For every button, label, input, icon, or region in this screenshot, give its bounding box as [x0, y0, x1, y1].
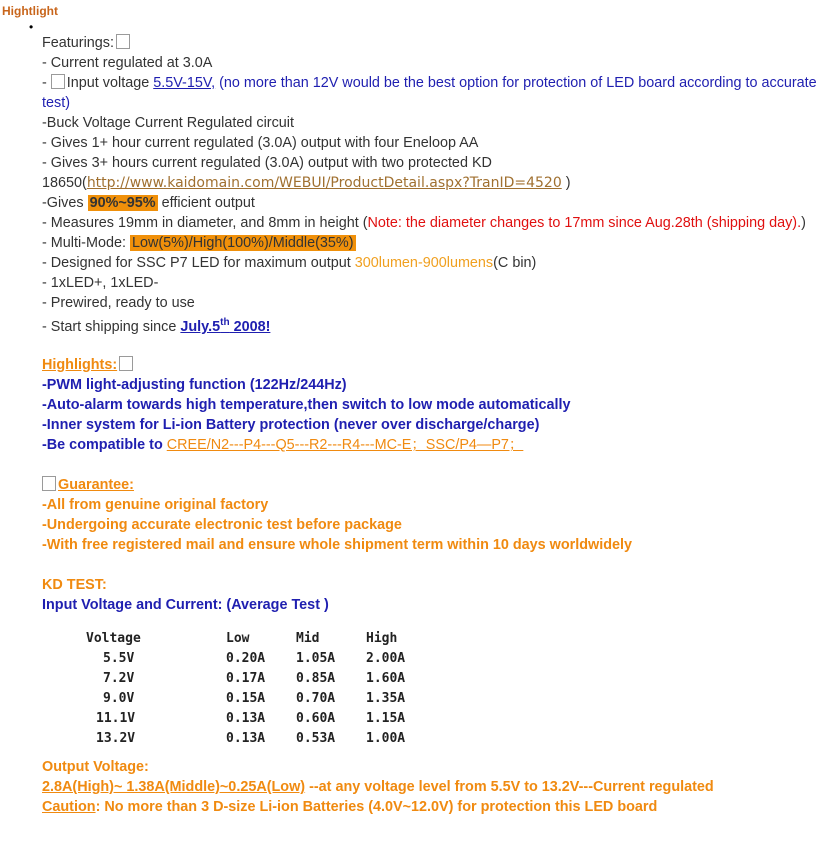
list-bullet: •	[29, 20, 34, 34]
caution-line	[42, 797, 834, 817]
guarantee-item: -All from genuine original factory	[42, 497, 269, 513]
cell-mid: 0.53A	[296, 731, 336, 746]
feature-ssc-p7	[42, 253, 834, 273]
highlight-inner: -Inner system for Li-ion Battery protection (never over discharge/charge)	[42, 417, 540, 433]
kd-test-subheading: Input Voltage and Current: (Average Test )	[42, 597, 329, 613]
cell-voltage: 9.0V	[103, 691, 135, 706]
column-header-high: High	[366, 631, 398, 646]
feature-shipping	[42, 317, 834, 337]
measures-text: - Measures 19mm in diameter, and 8mm in height (	[42, 215, 368, 231]
cell-low: 0.15A	[226, 691, 266, 706]
cell-high: 1.00A	[366, 731, 406, 746]
efficiency-suffix: efficient output	[157, 195, 255, 211]
highlights-heading	[42, 355, 834, 375]
cell-voltage: 5.5V	[103, 651, 135, 666]
feature-current: - Current regulated at 3.0A	[42, 55, 213, 71]
feature-input-label: Input voltage	[66, 75, 154, 91]
guarantee-item: -With free registered mail and ensure whole shipment term within 10 days worldwidely	[42, 537, 633, 553]
cell-high: 2.00A	[366, 651, 406, 666]
shipping-date-sup: th	[220, 317, 230, 329]
cell-high: 1.15A	[366, 711, 406, 726]
cell-mid: 1.05A	[296, 651, 336, 666]
product-description	[42, 33, 834, 817]
kaidomain-link[interactable]: http://www.kaidomain.com/WEBUI/ProductDetail.aspx?TranID=4520	[86, 175, 562, 191]
cell-high: 1.35A	[366, 691, 406, 706]
ssc-prefix: - Designed for SSC P7 LED for maximum output	[42, 255, 355, 271]
cell-low: 0.17A	[226, 671, 266, 686]
page-title: Hightlight	[2, 4, 58, 18]
cell-low: 0.13A	[226, 731, 266, 746]
guarantee-item: -Undergoing accurate electronic test before package	[42, 517, 402, 533]
feature-prewired: - Prewired, ready to use	[42, 295, 195, 311]
feature-input-voltage	[42, 73, 834, 113]
table-row	[86, 649, 446, 669]
table-row	[86, 669, 446, 689]
compat-list: CREE/N2---P4---Q5---R2---R4---MC-E；SSC/P4—P7；	[166, 437, 524, 453]
feature-input-prefix: -	[42, 75, 51, 91]
cell-low: 0.13A	[226, 711, 266, 726]
guarantee-heading-label: Guarantee:	[58, 477, 134, 493]
caution-text: : No more than 3 D-size Li-ion Batteries (4.0V~12.0V) for protection this LED board	[95, 799, 658, 815]
checkbox-icon[interactable]	[119, 356, 133, 371]
input-voltage-note: (no more than 12V would be the best option for protection of LED board according to accurate test)	[42, 75, 817, 111]
cell-mid: 0.70A	[296, 691, 336, 706]
highlight-alarm: -Auto-alarm towards high temperature,then switch to low mode automatically	[42, 397, 571, 413]
kd-test-heading: KD TEST:	[42, 577, 107, 593]
cell-voltage: 7.2V	[103, 671, 135, 686]
checkbox-icon[interactable]	[116, 34, 130, 49]
output-heading: Output Voltage:	[42, 759, 149, 775]
output-range-suffix: --at any voltage level from 5.5V to 13.2V---Current regulated	[305, 779, 714, 795]
table-row	[86, 689, 446, 709]
efficiency-value: 90%~95%	[89, 195, 156, 211]
table-header-row	[86, 629, 446, 649]
cell-mid: 0.60A	[296, 711, 336, 726]
spacer	[42, 555, 834, 575]
ssc-lumen: 300lumen-900lumens	[354, 255, 494, 271]
feature-kd-18650: - Gives 3+ hours current regulated (3.0A) output with two protected KD	[42, 155, 492, 171]
output-range-line	[42, 777, 834, 797]
compat-prefix: -Be compatible to	[42, 437, 167, 453]
checkbox-icon[interactable]	[42, 476, 56, 491]
kd-test-table	[86, 629, 446, 749]
features-heading	[42, 33, 834, 53]
multi-mode-label: - Multi-Mode:	[42, 235, 130, 251]
cell-high: 1.60A	[366, 671, 406, 686]
multi-mode-value: Low(5%)/High(100%)/Middle(35%)	[131, 235, 354, 251]
column-header-low: Low	[226, 631, 250, 646]
cell-mid: 0.85A	[296, 671, 336, 686]
checkbox-icon[interactable]	[51, 74, 65, 89]
kd-link-prefix: 18650(	[42, 175, 87, 191]
spacer	[42, 337, 834, 355]
measures-note: Note: the diameter changes to 17mm since Aug.28th (shipping day).	[367, 215, 802, 231]
feature-multi-mode	[42, 233, 834, 253]
feature-efficiency	[42, 193, 834, 213]
kd-link-suffix: )	[561, 175, 571, 191]
ssc-suffix: (C bin)	[493, 255, 537, 271]
cell-voltage: 11.1V	[96, 711, 136, 726]
shipping-prefix: - Start shipping since	[42, 319, 181, 335]
measures-end: )	[801, 215, 806, 231]
highlights-heading-label: Highlights:	[42, 357, 118, 373]
shipping-date	[180, 319, 270, 335]
cell-low: 0.20A	[226, 651, 266, 666]
table-row	[86, 709, 446, 729]
cell-voltage: 13.2V	[96, 731, 136, 746]
highlight-pwm: -PWM light-adjusting function (122Hz/244Hz)	[42, 377, 347, 393]
shipping-date-day: July.5	[180, 319, 221, 335]
shipping-date-year: 2008!	[229, 319, 271, 335]
feature-eneloop: - Gives 1+ hour current regulated (3.0A) output with four Eneloop AA	[42, 135, 479, 151]
input-voltage-range: 5.5V-15V,	[153, 75, 216, 91]
feature-kd-link-line	[42, 173, 834, 193]
column-header-voltage: Voltage	[86, 631, 141, 646]
spacer	[42, 455, 834, 475]
output-range: 2.8A(High)~ 1.38A(Middle)~0.25A(Low)	[42, 779, 306, 795]
table-row	[86, 729, 446, 749]
efficiency-prefix: -Gives	[42, 195, 88, 211]
feature-measures	[42, 213, 834, 233]
features-heading-label: Featurings:	[42, 35, 114, 51]
feature-led: - 1xLED+, 1xLED-	[42, 275, 159, 291]
caution-label: Caution	[42, 799, 96, 815]
column-header-mid: Mid	[296, 631, 320, 646]
highlight-compat	[42, 435, 834, 455]
guarantee-heading	[42, 475, 834, 495]
feature-buck: -Buck Voltage Current Regulated circuit	[42, 115, 294, 131]
